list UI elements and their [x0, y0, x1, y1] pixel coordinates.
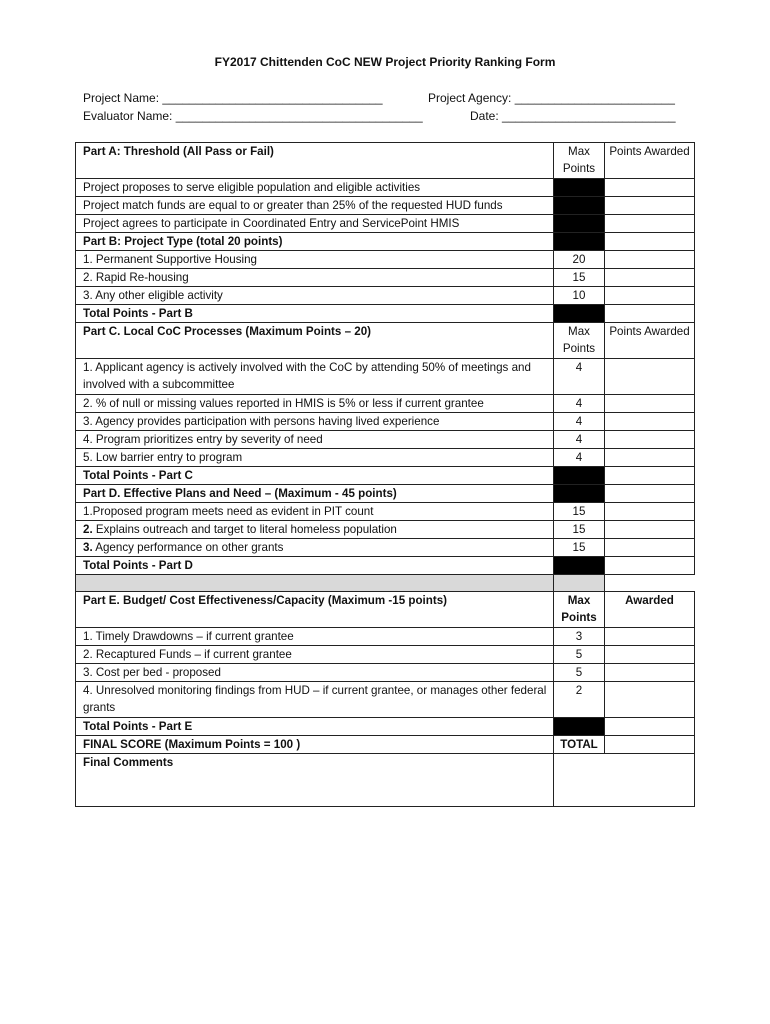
- awarded-cell[interactable]: [605, 646, 695, 664]
- max-points-value: 4: [554, 431, 605, 449]
- final-comments-row: [76, 754, 695, 807]
- total-row: [76, 718, 695, 736]
- max-points-value: 15: [554, 503, 605, 521]
- max-label: Max: [567, 594, 591, 607]
- points-label: Points: [561, 611, 597, 624]
- max-points-header: Max Points: [554, 143, 605, 179]
- part-c-item: 1. Applicant agency is actively involved with the CoC by attending 50% of meetings and involved with a subcommittee: [76, 359, 554, 395]
- blocked-cell: [554, 233, 605, 251]
- part-b-heading: Part B: Project Type (total 20 points): [76, 233, 554, 251]
- part-c-item: 3. Agency provides participation with persons having lived experience: [76, 413, 554, 431]
- total-label: TOTAL: [554, 736, 605, 754]
- part-e-item: 3. Cost per bed - proposed: [76, 664, 554, 682]
- blocked-cell: [554, 197, 605, 215]
- points-awarded-header: Points Awarded: [605, 323, 695, 359]
- final-comments-field[interactable]: [554, 754, 695, 807]
- table-row: [76, 269, 695, 287]
- max-points-value: 4: [554, 359, 605, 395]
- awarded-cell[interactable]: [605, 215, 695, 233]
- form-title: FY2017 Chittenden CoC NEW Project Priority Ranking Form: [214, 55, 556, 69]
- max-points-value: 15: [554, 539, 605, 557]
- date-field[interactable]: Date: __________________________: [470, 109, 676, 123]
- total-row: [76, 557, 695, 575]
- blocked-cell: [554, 485, 605, 503]
- total-row: [76, 305, 695, 323]
- awarded-cell[interactable]: [605, 682, 695, 718]
- table-row: [76, 682, 695, 718]
- awarded-cell[interactable]: [605, 287, 695, 305]
- table-row: [76, 539, 695, 557]
- part-d-total-label: Total Points - Part D: [76, 557, 554, 575]
- part-e-total-cell[interactable]: [605, 718, 695, 736]
- part-c-total-label: Total Points - Part C: [76, 467, 554, 485]
- item-label: 1.Proposed program meets need as evident in PIT count: [83, 505, 374, 518]
- blocked-cell: [554, 215, 605, 233]
- part-a-item: Project agrees to participate in Coordinated Entry and ServicePoint HMIS: [76, 215, 554, 233]
- part-e-total-label: Total Points - Part E: [76, 718, 554, 736]
- separator-cell: [76, 575, 554, 592]
- part-d-header-row: [76, 485, 695, 503]
- table-row: [76, 251, 695, 269]
- part-c-item: 4. Program prioritizes entry by severity of need: [76, 431, 554, 449]
- part-a-item: Project proposes to serve eligible population and eligible activities: [76, 179, 554, 197]
- part-d-item: [76, 503, 554, 521]
- table-row: [76, 521, 695, 539]
- item-number: 2.: [83, 523, 93, 536]
- part-b-total-cell[interactable]: [605, 305, 695, 323]
- item-label: Agency performance on other grants: [92, 541, 284, 554]
- table-row: [76, 431, 695, 449]
- table-row: [76, 413, 695, 431]
- ranking-table: [75, 142, 695, 807]
- blocked-cell: [554, 718, 605, 736]
- max-points-value: 4: [554, 395, 605, 413]
- blocked-cell: [554, 179, 605, 197]
- awarded-cell[interactable]: [605, 449, 695, 467]
- part-d-heading: Part D. Effective Plans and Need – (Maximum - 45 points): [76, 485, 554, 503]
- table-row: [76, 287, 695, 305]
- max-points-value: 2: [554, 682, 605, 718]
- max-points-value: 20: [554, 251, 605, 269]
- part-d-item: [76, 521, 554, 539]
- part-c-heading: Part C. Local CoC Processes (Maximum Points – 20): [76, 323, 554, 359]
- part-b-header-row: [76, 233, 695, 251]
- max-points-header: [554, 592, 605, 628]
- part-c-item: 2. % of null or missing values reported in HMIS is 5% or less if current grantee: [76, 395, 554, 413]
- max-points-value: 10: [554, 287, 605, 305]
- part-e-heading: Part E. Budget/ Cost Effectiveness/Capacity (Maximum -15 points): [76, 592, 554, 628]
- separator-row: [76, 575, 695, 592]
- separator-cell: [554, 575, 605, 592]
- project-name-field[interactable]: Project Name: _________________________________: [83, 91, 383, 105]
- part-b-item: 3. Any other eligible activity: [76, 287, 554, 305]
- part-c-header-row: [76, 323, 695, 359]
- max-points-value: 4: [554, 449, 605, 467]
- table-row: [76, 395, 695, 413]
- awarded-cell[interactable]: [605, 179, 695, 197]
- total-row: [76, 467, 695, 485]
- awarded-cell[interactable]: [605, 485, 695, 503]
- awarded-cell[interactable]: [605, 413, 695, 431]
- awarded-cell[interactable]: [605, 251, 695, 269]
- part-e-item: 2. Recaptured Funds – if current grantee: [76, 646, 554, 664]
- blocked-cell: [554, 557, 605, 575]
- blocked-cell: [554, 467, 605, 485]
- part-a-heading: Part A: Threshold (All Pass or Fail): [76, 143, 554, 179]
- max-points-value: 4: [554, 413, 605, 431]
- item-number: 3.: [83, 541, 93, 554]
- final-score-label: FINAL SCORE (Maximum Points = 100 ): [76, 736, 554, 754]
- part-c-item: 5. Low barrier entry to program: [76, 449, 554, 467]
- table-row: [76, 179, 695, 197]
- awarded-cell[interactable]: [605, 503, 695, 521]
- part-e-header-row: [76, 592, 695, 628]
- part-e-item: 1. Timely Drawdowns – if current grantee: [76, 628, 554, 646]
- table-row: [76, 449, 695, 467]
- max-points-value: 5: [554, 664, 605, 682]
- part-a-header-row: [76, 143, 695, 179]
- part-d-item: [76, 539, 554, 557]
- table-row: [76, 503, 695, 521]
- awarded-cell[interactable]: [605, 521, 695, 539]
- awarded-cell[interactable]: [605, 359, 695, 395]
- max-points-header: Max Points: [554, 323, 605, 359]
- awarded-cell[interactable]: [605, 431, 695, 449]
- part-e-item: 4. Unresolved monitoring findings from HUD – if current grantee, or manages other federal grants: [76, 682, 554, 718]
- max-points-value: 15: [554, 269, 605, 287]
- final-score-row: [76, 736, 695, 754]
- separator-cell: [605, 575, 695, 592]
- part-b-item: 2. Rapid Re-housing: [76, 269, 554, 287]
- max-points-value: 3: [554, 628, 605, 646]
- awarded-cell[interactable]: [605, 395, 695, 413]
- final-score-cell[interactable]: [605, 736, 695, 754]
- project-agency-field[interactable]: Project Agency: ________________________: [428, 91, 675, 105]
- table-row: [76, 359, 695, 395]
- blocked-cell: [554, 305, 605, 323]
- max-points-value: 15: [554, 521, 605, 539]
- part-c-total-cell[interactable]: [605, 467, 695, 485]
- awarded-cell[interactable]: [605, 628, 695, 646]
- table-row: [76, 646, 695, 664]
- final-comments-label: Final Comments: [76, 754, 554, 807]
- awarded-cell[interactable]: [605, 539, 695, 557]
- awarded-header: Awarded: [605, 592, 695, 628]
- evaluator-name-field[interactable]: Evaluator Name: _____________________________________: [83, 109, 423, 123]
- table-row: [76, 664, 695, 682]
- item-label: Explains outreach and target to literal homeless population: [92, 523, 397, 536]
- table-row: [76, 215, 695, 233]
- part-a-item: Project match funds are equal to or greater than 25% of the requested HUD funds: [76, 197, 554, 215]
- table-row: [76, 628, 695, 646]
- part-b-total-label: Total Points - Part B: [76, 305, 554, 323]
- awarded-cell[interactable]: [605, 269, 695, 287]
- awarded-cell[interactable]: [605, 664, 695, 682]
- part-d-total-cell[interactable]: [605, 557, 695, 575]
- part-b-item: 1. Permanent Supportive Housing: [76, 251, 554, 269]
- max-points-value: 5: [554, 646, 605, 664]
- awarded-cell[interactable]: [605, 197, 695, 215]
- awarded-cell[interactable]: [605, 233, 695, 251]
- points-awarded-header: Points Awarded: [605, 143, 695, 179]
- table-row: [76, 197, 695, 215]
